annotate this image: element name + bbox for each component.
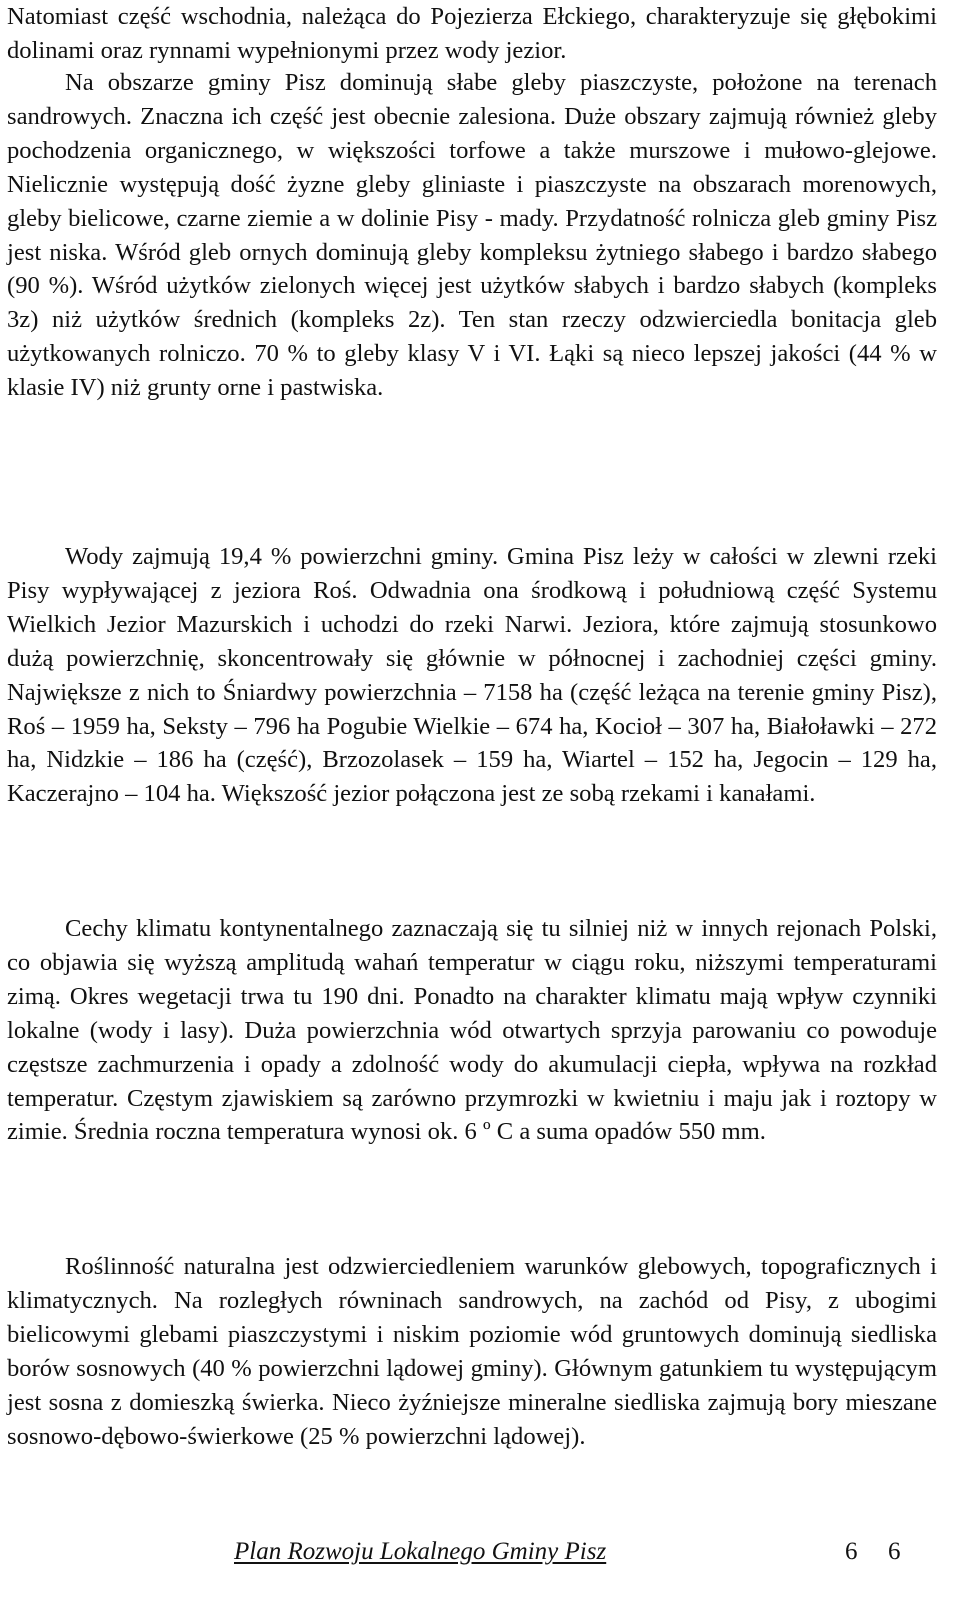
paragraph-waters: Wody zajmują 19,4 % powierzchni gminy. Gmina Pisz leży w całości w zlewni rzeki Pisy wypływającej z jeziora Roś. Odwadnia ona środkową i południową część Systemu Wielkich Jezior Mazurskich i uchodzi do rzeki Narwi. Jeziora, które zajmują stosunkowo dużą powierzchnię, skoncentrowały się głównie w północnej i zachodniej części gminy. Największe z nich to Śniardwy powierzchnia – 7158 ha (część leżąca na terenie gminy Pisz), Roś – 1959 ha, Seksty – 796 ha Pogubie Wielkie – 674 ha, Kocioł – 307 ha, Białoławki – 272 ha, Nidzkie – 186 ha (część), Brzozolasek – 159 ha, Wiartel – 152 ha, Jegocin – 129 ha, Kaczerajno – 104 ha. Większość jezior połączona jest ze sobą rzekami i kanałami. [7,543,937,808]
footer-page-number: 6 [845,1538,858,1565]
paragraph-eastern-part: Natomiast część wschodnia, należąca do Pojezierza Ełckiego, charakteryzuje się głębokimi dolinami oraz rynnami wypełnionymi przez wody jezior. [7,3,937,64]
paragraph-soils: Na obszarze gminy Pisz dominują słabe gleby piaszczyste, położone na terenach sandrowych. Znaczna ich część jest obecnie zalesiona. Duże obszary zajmują również gleby pochodzenia organicznego, w większości torfowe a także murszowe i mułowo-glejowe. Nielicznie występują dość żyzne gleby gliniaste i piaszczyste na obszarach morenowych, gleby bielicowe, czarne ziemie a w dolinie Pisy - mady. Przydatność rolnicza gleb gminy Pisz jest niska. Wśród gleb ornych dominują gleby kompleksu żytniego słabego i bardzo słabego (90 %). Wśród użytków zielonych więcej jest użytków słabych i bardzo słabych (kompleks 3z) niż użytków średnich (kompleks 2z). Ten stan rzeczy odzwierciedla bonitacja gleb użytkowanych rolniczo. 70 % to gleby klasy V i VI. Łąki są nieco lepszej jakości (44 % w klasie IV) niż grunty orne i pastwiska. [7,69,937,402]
footer-title: Plan Rozwoju Lokalnego Gminy Pisz [234,1538,607,1565]
footer-page-number-repeat: 6 [888,1538,901,1565]
paragraph-climate: Cechy klimatu kontynentalnego zaznaczają się tu silniej niż w innych rejonach Polski, co objawia się wyższą amplitudą wahań temperatur w ciągu roku, niższymi temperaturami zimą. Okres wegetacji trwa tu 190 dni. Ponadto na charakter klimatu mają wpływ czynniki lokalne (wody i lasy). Duża powierzchnia wód otwartych sprzyja parowaniu co powoduje częstsze zachmurzenia i opady a zdolność wody do akumulacji ciepła, wpływa na rozkład temperatur. Częstym zjawiskiem są zarówno przymrozki w kwietniu i maju jak i roztopy w zimie. Średnia roczna temperatura wynosi ok. 6 º C a suma opadów 550 mm. [7,915,937,1146]
paragraph-vegetation: Roślinność naturalna jest odzwierciedleniem warunków glebowych, topograficznych i klimatycznych. Na rozległych równinach sandrowych, na zachód od Pisy, z ubogimi bielicowymi glebami piaszczystymi i niskim poziomie wód gruntowych dominują siedliska borów sosnowych (40 % powierzchni lądowej gminy). Głównym gatunkiem tu występującym jest sosna z domieszką świerka. Nieco żyźniejsze mineralne siedliska zajmują bory mieszane sosnowo-dębowo-świerkowe (25 % powierzchni lądowej). [7,1253,937,1450]
